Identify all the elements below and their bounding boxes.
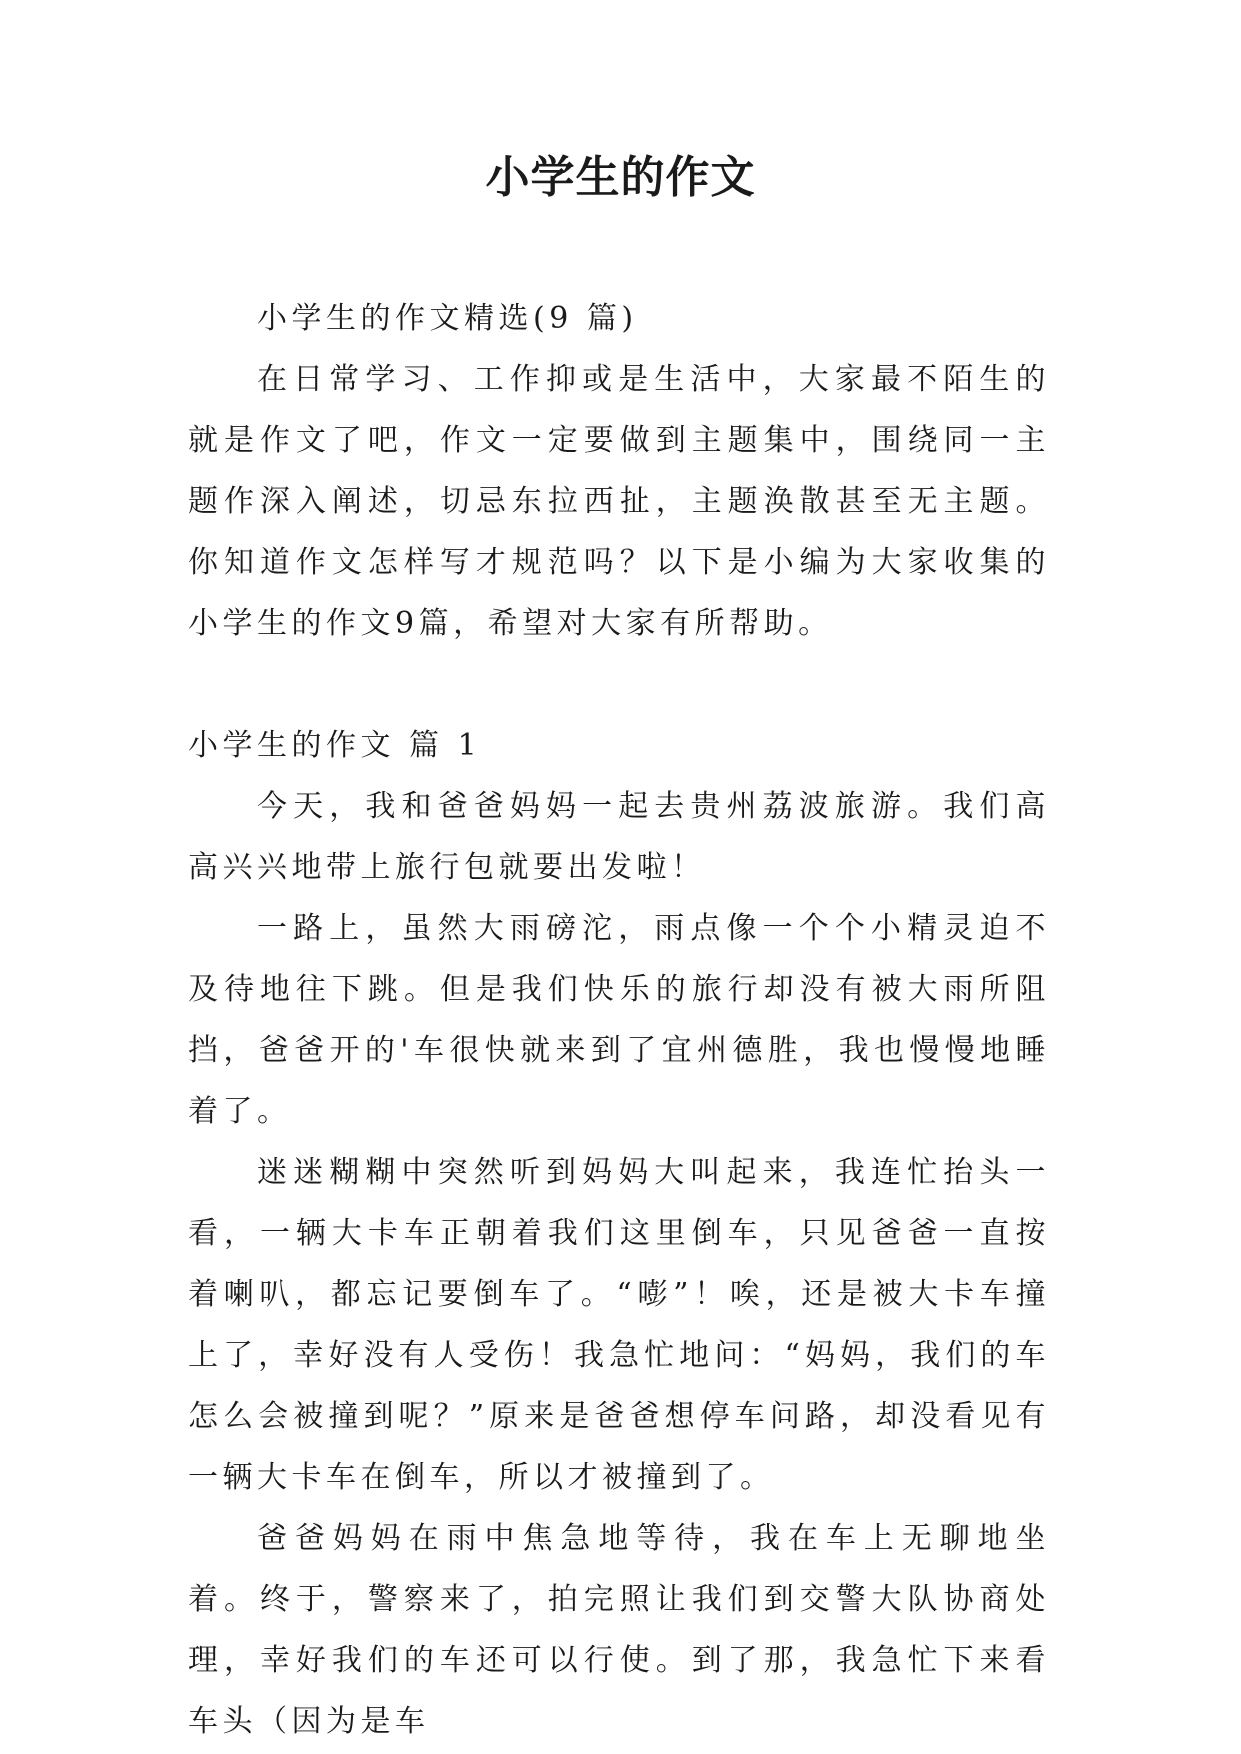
intro-paragraph: 在日常学习、工作抑或是生活中，大家最不陌生的就是作文了吧，作文一定要做到主题集中，围绕同一主题作深入阐述，切忌东拉西扯，主题涣散甚至无主题。你知道作文怎样写才规范吗？以下是小编为大家收集的小学生的作文9篇，希望对大家有所帮助。: [188, 362, 1050, 641]
document-body: [188, 288, 1050, 1752]
body-paragraph-2: 一路上，虽然大雨磅沱，雨点像一个个小精灵迫不及待地往下跳。但是我们快乐的旅行却没有被大雨所阻挡，爸爸开的'车很快就来到了宜州德胜，我也慢慢地睡着了。: [188, 911, 1050, 1129]
section-heading: 小学生的作文 篇 1: [188, 728, 482, 763]
body-paragraph-1: 今天，我和爸爸妈妈一起去贵州荔波旅游。我们高高兴兴地带上旅行包就要出发啦！: [188, 789, 1050, 885]
document-subtitle: 小学生的作文精选(9 篇): [257, 301, 638, 336]
body-paragraph-4: 爸爸妈妈在雨中焦急地等待，我在车上无聊地坐着。终于，警察来了，拍完照让我们到交警大队协商处理，幸好我们的车还可以行使。到了那，我急忙下来看车头（因为是车: [188, 1521, 1050, 1739]
body-paragraph-3: 迷迷糊糊中突然听到妈妈大叫起来，我连忙抬头一看，一辆大卡车正朝着我们这里倒车，只见爸爸一直按着喇叭，都忘记要倒车了。“嘭”！唉，还是被大卡车撞上了，幸好没有人受伤！我急忙地问：“妈妈，我们的车怎么会被撞到呢？”原来是爸爸想停车问路，却没看见有一辆大卡车在倒车，所以才被撞到了。: [188, 1155, 1050, 1495]
document-title: 小学生的作文: [485, 152, 756, 203]
